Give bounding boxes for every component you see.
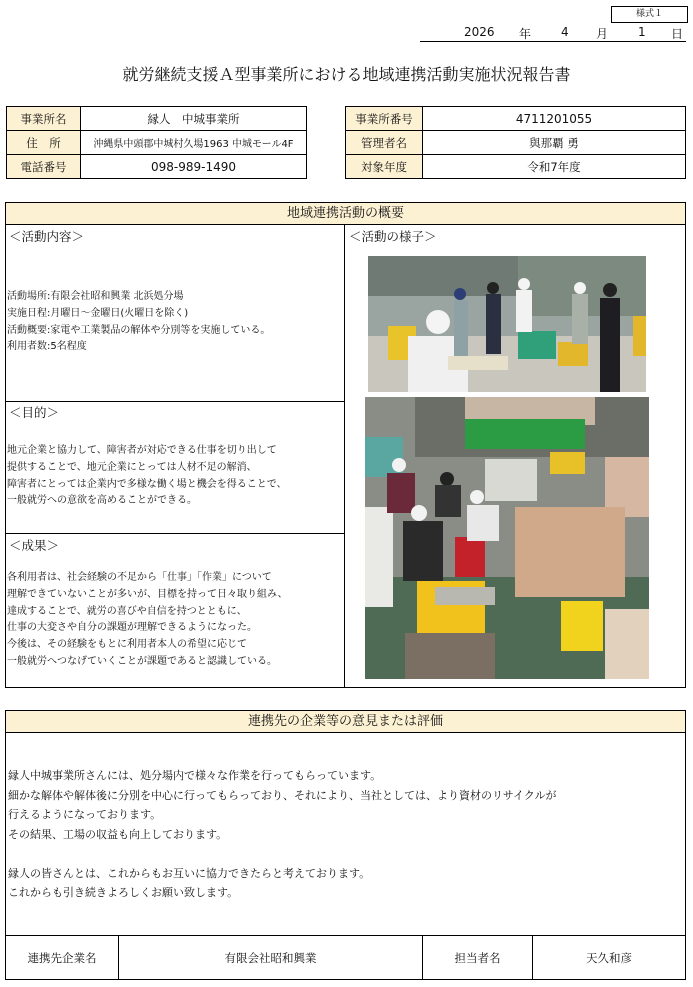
office-number-label: 事業所番号 bbox=[346, 107, 423, 131]
address-label: 住 所 bbox=[7, 131, 81, 155]
date-year-unit: 年 bbox=[519, 27, 532, 41]
result-line: 各利用者は、社会経験の不足から「仕事」「作業」について bbox=[7, 572, 272, 583]
content-line: 利用者数:5名程度 bbox=[7, 341, 87, 353]
office-name-value: 縁人 中城事業所 bbox=[81, 107, 307, 131]
form-number: 様式１ bbox=[611, 6, 688, 23]
evaluation-header: 連携先の企業等の意見または評価 bbox=[5, 710, 686, 733]
date-year: 2026 bbox=[464, 25, 495, 39]
overview-divider bbox=[344, 224, 345, 688]
result-title: ＜成果＞ bbox=[9, 538, 60, 553]
target-year-value: 令和7年度 bbox=[423, 155, 686, 179]
content-divider bbox=[5, 401, 345, 402]
result-line: 仕事の大変さや自分の課題が理解できるようになった。 bbox=[7, 622, 257, 634]
activity-photo-2-image bbox=[365, 397, 649, 679]
evaluation-line: 細かな解体や解体後に分別を中心に行ってもらっており、それにより、当社としては、より資材のリサイクルが bbox=[8, 788, 557, 802]
date-day-unit: 日 bbox=[671, 27, 684, 41]
evaluation-line: その結果、工場の収益も向上しております。 bbox=[8, 827, 228, 841]
partner-info bbox=[5, 935, 686, 980]
date-month: 4 bbox=[561, 25, 569, 39]
info-row bbox=[7, 131, 307, 155]
photos-title: ＜活動の様子＞ bbox=[349, 229, 437, 244]
phone-label: 電話番号 bbox=[7, 155, 81, 179]
partner-row bbox=[6, 936, 686, 980]
evaluation-line bbox=[8, 844, 556, 864]
result-text bbox=[7, 570, 288, 671]
purpose-line: 提供することで、地元企業にとっては人材不足の解消、 bbox=[7, 461, 257, 473]
evaluation-line: 縁人の皆さんとは、これからもお互いに協力できたらと考えております。 bbox=[8, 866, 371, 880]
date-day: 1 bbox=[638, 25, 646, 39]
evaluation-line: 縁人中城事業所さんには、処分場内で様々な作業を行ってもらっています。 bbox=[8, 769, 382, 782]
activity-photo-2 bbox=[365, 397, 649, 679]
manager-label: 管理者名 bbox=[346, 131, 423, 155]
result-line: 達成することで、就労の喜びや自信を持つとともに、 bbox=[7, 605, 247, 617]
page-title: 就労継続支援Ａ型事業所における地域連携活動実施状況報告書 bbox=[122, 65, 571, 84]
address-value: 沖縄県中頭郡中城村久場1963 中城モール4F bbox=[81, 131, 307, 155]
purpose-line: 一般就労への意欲を高めることができる。 bbox=[7, 495, 197, 507]
info-row bbox=[346, 107, 686, 131]
partner-person-label: 担当者名 bbox=[423, 936, 533, 980]
result-line: 今後は、その経験をもとに利用者本人の希望に応じて bbox=[7, 639, 247, 651]
purpose-text bbox=[7, 443, 287, 510]
phone-value: 098-989-1490 bbox=[81, 155, 307, 179]
content-line: 実施日程:月曜日～金曜日(火曜日を除く) bbox=[7, 307, 189, 319]
evaluation-line: これからも引き続きよろしくお願い致します。 bbox=[8, 886, 239, 899]
report-date bbox=[420, 24, 686, 42]
content-line: 活動場所:有限会社昭和興業 北浜処分場 bbox=[7, 291, 184, 302]
partner-person-value: 天久和彦 bbox=[533, 936, 686, 980]
purpose-divider bbox=[5, 533, 345, 534]
office-name-label: 事業所名 bbox=[7, 107, 81, 131]
info-row bbox=[7, 155, 307, 179]
info-row bbox=[346, 155, 686, 179]
date-month-unit: 月 bbox=[596, 27, 609, 41]
content-title: ＜活動内容＞ bbox=[9, 229, 85, 244]
activity-photo-1-image bbox=[368, 256, 646, 392]
info-row bbox=[346, 131, 686, 155]
purpose-line: 地元企業と協力して、障害者が対応できる仕事を切り出して bbox=[7, 445, 277, 456]
result-line: 理解できていないことが多いが、目標を持って日々取り組み、 bbox=[7, 588, 288, 600]
partner-company-value: 有限会社昭和興業 bbox=[119, 936, 423, 980]
purpose-title: ＜目的＞ bbox=[9, 405, 60, 420]
office-info-right bbox=[345, 106, 686, 179]
manager-value: 與那覇 勇 bbox=[423, 131, 686, 155]
evaluation-text bbox=[8, 766, 556, 903]
evaluation-line: 行えるようになっております。 bbox=[8, 808, 162, 821]
content-line: 活動概要:家電や工業製品の解体や分別等を実施している。 bbox=[7, 324, 271, 336]
activity-photo-1 bbox=[368, 256, 646, 392]
result-line: 一般就労へつなげていくことが課題であると認識している。 bbox=[7, 655, 277, 667]
content-text bbox=[7, 289, 270, 356]
target-year-label: 対象年度 bbox=[346, 155, 423, 179]
office-number-value: 4711201055 bbox=[423, 107, 686, 131]
info-row bbox=[7, 107, 307, 131]
purpose-line: 障害者にとっては企業内で多様な働く場と機会を得ることで、 bbox=[7, 478, 287, 490]
office-info-left bbox=[6, 106, 307, 179]
partner-company-label: 連携先企業名 bbox=[6, 936, 119, 980]
overview-header: 地域連携活動の概要 bbox=[5, 202, 686, 225]
